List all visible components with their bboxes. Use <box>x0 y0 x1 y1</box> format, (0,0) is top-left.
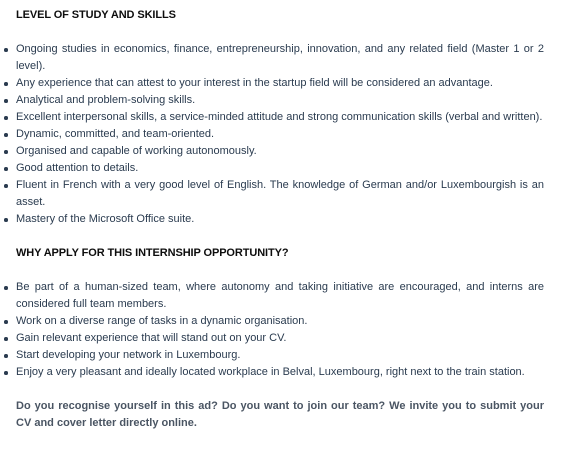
list-item: Gain relevant experience that will stand out on your CV. <box>16 330 544 347</box>
study-skills-list <box>16 41 544 228</box>
list-item: Work on a diverse range of tasks in a dynamic organisation. <box>16 313 544 330</box>
list-item: Enjoy a very pleasant and ideally located workplace in Belval, Luxembourg, right next to the train station. <box>16 364 544 381</box>
section-heading-study-skills: LEVEL OF STUDY AND SKILLS <box>16 9 176 21</box>
section-heading-why-apply: WHY APPLY FOR THIS INTERNSHIP OPPORTUNITY? <box>16 247 289 259</box>
list-item: Dynamic, committed, and team-oriented. <box>16 126 544 143</box>
list-item: Excellent interpersonal skills, a service-minded attitude and strong communication skills (verbal and written). <box>16 109 544 126</box>
list-item: Analytical and problem-solving skills. <box>16 92 544 109</box>
closing-paragraph: Do you recognise yourself in this ad? Do you want to join our team? We invite you to submit your CV and cover letter directly online. <box>16 400 544 429</box>
list-item: Fluent in French with a very good level of English. The knowledge of German and/or Luxembourgish is an asset. <box>16 177 544 211</box>
list-item: Organised and capable of working autonomously. <box>16 143 544 160</box>
list-item: Ongoing studies in economics, finance, entrepreneurship, innovation, and any related field (Master 1 or 2 level). <box>16 41 544 75</box>
list-item: Start developing your network in Luxembourg. <box>16 347 544 364</box>
list-item: Be part of a human-sized team, where autonomy and taking initiative are encouraged, and interns are considered full team members. <box>16 279 544 313</box>
list-item: Good attention to details. <box>16 160 544 177</box>
list-item: Mastery of the Microsoft Office suite. <box>16 211 544 228</box>
list-item: Any experience that can attest to your interest in the startup field will be considered an advantage. <box>16 75 544 92</box>
why-apply-list <box>16 279 544 381</box>
